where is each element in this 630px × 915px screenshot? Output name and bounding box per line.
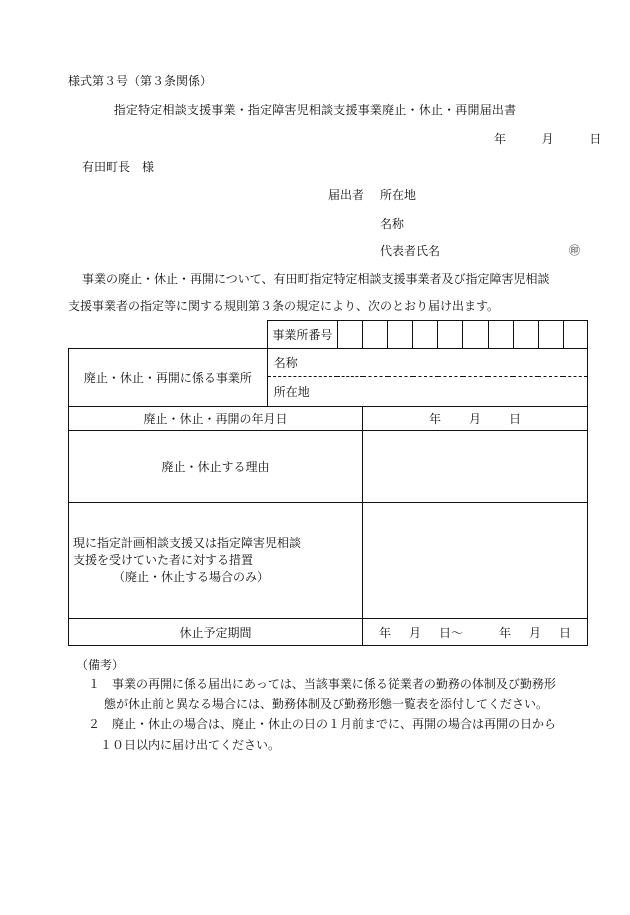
office-number-digit-10[interactable] [563,321,587,349]
blank-cell [69,321,268,349]
remark-2-line-1: ２ 廃止・休止の場合は、廃止・休止の日の１月前までに、再開の場合は再開の日から [88,717,557,731]
document-title: 指定特定相談支援事業・指定障害児相談支援事業廃止・休止・再開届出書 [113,103,517,117]
period-day-2: 日 [559,625,572,640]
business-label: 廃止・休止・再開に係る事業所 [69,349,268,407]
office-number-digit-6[interactable] [463,321,488,349]
reason-field[interactable] [363,431,588,503]
filer-address-label: 所在地 [380,188,417,202]
period-month-1: 月 [408,625,421,640]
date-month: 月 [541,132,554,146]
date-year: 年 [494,132,507,146]
body-text-line-2: 支援事業者の指定等に関する規則第３条の規定により、次のとおり届け出ます。 [68,299,500,313]
period-month-2: 月 [529,625,542,640]
office-number-digit-4[interactable] [413,321,438,349]
submission-date [494,130,601,147]
office-number-digit-8[interactable] [513,321,538,349]
business-name-row [69,349,588,377]
office-number-digit-1[interactable] [337,321,362,349]
business-address-label: 所在地 [273,385,310,399]
remarks-heading: （備考） [76,658,125,672]
business-name-label: 名称 [273,356,298,370]
form-number: 様式第３号（第３条関係） [68,74,213,88]
office-number-row [69,321,588,349]
filer-representative-label: 代表者氏名 [380,244,441,258]
measures-row [69,503,588,619]
business-name-field[interactable] [267,349,587,377]
filer-label: 届出者 [328,188,365,202]
measures-label-line-2: 支援を受けていた者に対する措置 [73,553,254,567]
suspension-period-field[interactable] [363,619,588,646]
suspension-row [69,619,588,646]
remark-1-line-1: １ 事業の再開に係る届出にあっては、当該事業に係る従業者の勤務の体制及び勤務形 [88,677,556,691]
measures-field[interactable] [363,503,588,619]
date-row-month: 月 [468,412,481,426]
reason-row [69,431,588,503]
date-row-value[interactable] [363,407,588,431]
body-text-line-1: 事業の廃止・休止・再開について、有田町指定特定相談支援事業者及び指定障害児相談 [82,272,550,286]
business-address-field[interactable] [267,377,587,407]
office-number-digit-5[interactable] [438,321,463,349]
measures-label [69,503,363,619]
period-day-1: 日～ [438,625,463,640]
remark-1-line-2: 態が休止前と異なる場合には、勤務体制及び勤務形態一覧表を添付してください。 [104,697,549,711]
notification-table [68,320,588,646]
office-number-digit-7[interactable] [488,321,513,349]
seal-mark: ㊞ [569,244,580,257]
addressee: 有田町長 様 [82,160,155,174]
period-year-2: 年 [499,625,512,640]
measures-label-line-3: （廃止・休止する場合のみ） [113,570,270,584]
office-number-digit-9[interactable] [538,321,563,349]
office-number-digit-3[interactable] [388,321,413,349]
date-row [69,407,588,431]
period-year-1: 年 [378,625,391,640]
suspension-label: 休止予定期間 [69,619,363,646]
reason-label: 廃止・休止する理由 [69,431,363,503]
date-day: 日 [589,132,602,146]
date-row-label: 廃止・休止・再開の年月日 [69,407,363,431]
date-row-year: 年 [428,412,441,426]
office-number-digit-2[interactable] [363,321,388,349]
filer-name-label: 名称 [380,217,405,231]
office-number-label: 事業所番号 [267,321,337,349]
date-row-day: 日 [509,412,522,426]
measures-label-line-1: 現に指定計画相談支援又は指定障害児相談 [73,536,302,550]
remark-2-line-2: １０日以内に届け出てください。 [100,738,281,752]
